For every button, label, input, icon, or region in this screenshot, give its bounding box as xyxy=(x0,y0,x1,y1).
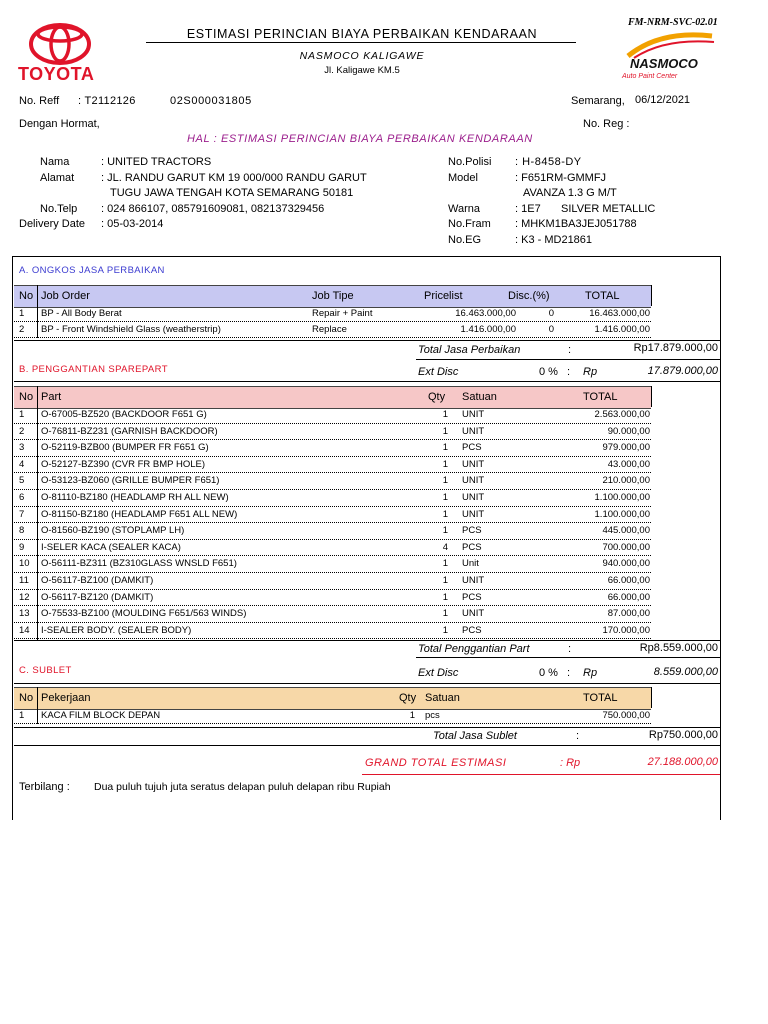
table-row-no: 2 xyxy=(19,324,25,335)
grand-total-value: 27.188.000,00 xyxy=(647,756,718,768)
table-row-satuan: PCS xyxy=(462,592,482,603)
fram-value: : MHKM1BA3JEJ051788 xyxy=(515,218,637,230)
grand-bottom-line xyxy=(362,774,720,775)
table-row-no: 4 xyxy=(19,459,25,470)
table-row-qty: 1 xyxy=(442,475,448,486)
model-value1: : F651RM-GMMFJ xyxy=(515,172,607,184)
b-head-satuan: Satuan xyxy=(462,391,497,403)
title-underline xyxy=(146,42,576,43)
table-row-satuan: UNIT xyxy=(462,509,485,520)
fram-label: No.Fram xyxy=(448,218,491,230)
section-b-title: B. PENGGANTIAN SPAREPART xyxy=(19,364,168,375)
eg-label: No.EG xyxy=(448,234,482,246)
table-row-satuan: UNIT xyxy=(462,575,485,586)
model-label: Model xyxy=(448,172,478,184)
section-c-title: C. SUBLET xyxy=(19,665,72,676)
a-head-disc: Disc.(%) xyxy=(508,290,550,302)
table-row-no: 1 xyxy=(19,409,25,420)
toyota-logo xyxy=(18,22,102,84)
no-reff-value: : T2112126 xyxy=(78,95,136,107)
row-col-divider xyxy=(37,407,38,424)
nasmoco-wordmark: NASMOCO xyxy=(630,56,698,71)
table-row-qty: 1 xyxy=(442,625,448,636)
table-row-qty: 1 xyxy=(442,459,448,470)
c-head-job: Pekerjaan xyxy=(41,692,91,704)
table-row-qty: 1 xyxy=(442,442,448,453)
a-ext-label: Ext Disc xyxy=(418,366,459,378)
table-row-total: 2.563.000,00 xyxy=(594,409,650,420)
warna-name: SILVER METALLIC xyxy=(561,203,656,215)
table-row-qty: 1 xyxy=(442,426,448,437)
table-row-total: 700.000,00 xyxy=(602,542,650,553)
table-row-total: 1.100.000,00 xyxy=(594,492,650,503)
terbilang-text: Dua puluh tujuh juta seratus delapan puluh delapan ribu Rupiah xyxy=(94,781,391,793)
b-ext-value: 8.559.000,00 xyxy=(653,666,718,678)
polisi-label: No.Polisi xyxy=(448,156,492,168)
table-row-total: 750.000,00 xyxy=(602,710,650,721)
row-divider xyxy=(14,589,651,590)
table-row-job: BP - Front Windshield Glass (weatherstrip) xyxy=(41,324,221,335)
table-row-satuan: UNIT xyxy=(462,409,485,420)
table-row-no: 7 xyxy=(19,509,25,520)
warna-label: Warna xyxy=(448,203,480,215)
a-total-colon: : xyxy=(568,344,572,356)
section-a-ext-line xyxy=(416,359,720,360)
b-head-total: TOTAL xyxy=(583,391,618,403)
table-row-total: 66.000,00 xyxy=(607,575,650,586)
section-b-header xyxy=(14,386,651,409)
table-row-part: I-SEALER BODY. (SEALER BODY) xyxy=(41,625,192,636)
form-code: FM-NRM-SVC-02.01 xyxy=(628,17,718,28)
row-col-divider xyxy=(37,523,38,540)
table-row-part: O-56117-BZ120 (DAMKIT) xyxy=(41,592,154,603)
row-divider xyxy=(14,522,651,523)
table-row-part: O-81560-BZ190 (STOPLAMP LH) xyxy=(41,525,185,536)
table-row-qty: 1 xyxy=(442,525,448,536)
row-col-divider xyxy=(37,556,38,573)
row-col-divider xyxy=(37,708,38,724)
table-row-total: 66.000,00 xyxy=(607,592,650,603)
a-head-no: No xyxy=(19,290,34,302)
grand-total-label: GRAND TOTAL ESTIMASI xyxy=(365,757,507,769)
table-row-price: 16.463.000,00 xyxy=(455,308,516,319)
section-b-top-line xyxy=(14,381,720,382)
row-divider xyxy=(14,555,651,556)
table-row-job: BP - All Body Berat xyxy=(41,308,122,319)
table-row-total: 90.000,00 xyxy=(607,426,650,437)
table-row-no: 11 xyxy=(19,575,29,586)
table-row-total: 979.000,00 xyxy=(602,442,650,453)
table-row-disc: 0 xyxy=(548,324,554,335)
table-row-satuan: PCS xyxy=(462,442,482,453)
table-row-tipe: Repair + Paint xyxy=(312,308,373,319)
a-total-label: Total Jasa Perbaikan xyxy=(418,344,521,356)
table-row-part: O-56111-BZ311 (BZ310GLASS WNSLD F651) xyxy=(41,558,237,569)
c-head-qty: Qty xyxy=(399,692,417,704)
table-row-no: 1 xyxy=(19,308,25,319)
table-row-qty: 1 xyxy=(442,558,448,569)
table-row-qty: 1 xyxy=(442,409,448,420)
dealer-name: NASMOCO KALIGAWE xyxy=(299,50,425,62)
a-ext-pct: 0 % xyxy=(539,366,558,378)
table-row-total: 210.000,00 xyxy=(602,475,650,486)
table-row-part: O-52119-BZB00 (BUMPER FR F651 G) xyxy=(41,442,209,453)
row-divider xyxy=(14,539,651,540)
table-row-total: 170.000,00 xyxy=(602,625,650,636)
polisi-value: : H-8458-DY xyxy=(515,156,582,168)
telp-label: No.Telp xyxy=(40,203,78,215)
section-a-col-divider xyxy=(37,285,38,306)
alamat-line1: : JL. RANDU GARUT KM 19 000/000 RANDU GARUT xyxy=(101,172,367,184)
table-row-part: O-81110-BZ180 (HEADLAMP RH ALL NEW) xyxy=(41,492,229,503)
b-head-qty: Qty xyxy=(428,391,446,403)
toyota-wordmark: TOYOTA xyxy=(18,64,95,84)
section-c-col-divider xyxy=(37,687,38,708)
eg-value: : K3 - MD21861 xyxy=(515,234,593,246)
alamat-label: Alamat xyxy=(40,172,75,184)
table-row-satuan: PCS xyxy=(462,525,482,536)
table-row-satuan: UNIT xyxy=(462,492,485,503)
place-label: Semarang, xyxy=(571,95,625,107)
b-total-colon: : xyxy=(568,643,572,655)
table-row-qty: 1 xyxy=(442,592,448,603)
b-head-part: Part xyxy=(41,391,62,403)
greeting: Dengan Hormat, xyxy=(19,118,100,130)
table-row-qty: 4 xyxy=(442,542,448,553)
table-row-no: 9 xyxy=(19,542,25,553)
row-divider xyxy=(14,638,651,639)
a-ext-value: 17.879.000,00 xyxy=(647,365,718,377)
table-row-part: O-53123-BZ060 (GRILLE BUMPER F651) xyxy=(41,475,220,486)
table-row-qty: 1 xyxy=(442,492,448,503)
c-head-no: No xyxy=(19,692,34,704)
table-row-disc: 0 xyxy=(548,308,554,319)
c-total-colon: : xyxy=(576,730,580,742)
b-ext-label: Ext Disc xyxy=(418,667,459,679)
table-row-part: O-52127-BZ390 (CVR FR BMP HOLE) xyxy=(41,459,206,470)
c-total-value: Rp750.000,00 xyxy=(648,729,718,741)
row-divider xyxy=(14,622,651,623)
warna-code: : 1E7 xyxy=(515,203,541,215)
a-head-price: Pricelist xyxy=(424,290,463,302)
table-row-tipe: Replace xyxy=(312,324,347,335)
row-divider xyxy=(14,572,651,573)
row-col-divider xyxy=(37,322,38,338)
row-col-divider xyxy=(37,606,38,623)
b-head-no: No xyxy=(19,391,34,403)
section-b-total-line xyxy=(14,640,720,641)
table-row-satuan: PCS xyxy=(462,542,482,553)
row-divider xyxy=(14,723,651,724)
table-row-job: KACA FILM BLOCK DEPAN xyxy=(41,710,161,721)
table-row-qty: 1 xyxy=(442,608,448,619)
table-row-satuan: UNIT xyxy=(462,475,485,486)
model-value2: AVANZA 1.3 G M/T xyxy=(523,187,617,199)
b-ext-pct: 0 % xyxy=(539,667,558,679)
delivery-label: Delivery Date xyxy=(19,218,86,230)
table-row-price: 1.416.000,00 xyxy=(460,324,516,335)
a-ext-rp: Rp xyxy=(583,366,598,378)
section-c-total-line xyxy=(14,727,720,728)
a-total-value: Rp17.879.000,00 xyxy=(633,342,718,354)
no-reg: No. Reg : xyxy=(583,118,630,130)
table-row-part: I-SELER KACA (SEALER KACA) xyxy=(41,542,181,553)
document-date: 06/12/2021 xyxy=(635,94,691,106)
table-row-qty: 1 xyxy=(442,575,448,586)
table-row-part: O-56117-BZ100 (DAMKIT) xyxy=(41,575,154,586)
section-a-total-line xyxy=(14,340,720,341)
b-total-label: Total Penggantian Part xyxy=(418,643,530,655)
document-title: ESTIMASI PERINCIAN BIAYA PERBAIKAN KENDARAAN xyxy=(186,27,538,41)
a-ext-colon: : xyxy=(567,366,571,378)
table-row-satuan: UNIT xyxy=(462,608,485,619)
nasmoco-logo xyxy=(620,30,720,82)
table-row-no: 6 xyxy=(19,492,25,503)
nama-value: : UNITED TRACTORS xyxy=(101,156,212,168)
b-ext-rp: Rp xyxy=(583,667,598,679)
table-row-satuan: Unit xyxy=(462,558,479,569)
table-row-no: 1 xyxy=(19,710,25,721)
frame-top xyxy=(12,256,720,257)
subject-line: HAL : ESTIMASI PERINCIAN BIAYA PERBAIKAN KENDARAAN xyxy=(187,133,533,145)
table-row-satuan: pcs xyxy=(425,710,440,721)
section-b-ext-line xyxy=(416,657,720,658)
table-row-total: 87.000,00 xyxy=(607,608,650,619)
dealer-address: Jl. Kaligawe KM.5 xyxy=(324,65,400,76)
row-divider xyxy=(14,472,651,473)
section-a-header-end xyxy=(651,285,652,306)
row-col-divider xyxy=(37,440,38,457)
terbilang-label: Terbilang : xyxy=(19,781,70,793)
row-divider xyxy=(14,489,651,490)
alamat-line2: TUGU JAWA TENGAH KOTA SEMARANG 50181 xyxy=(110,187,354,199)
table-row-total: 445.000,00 xyxy=(602,525,650,536)
c-total-label: Total Jasa Sublet xyxy=(433,730,517,742)
table-row-no: 2 xyxy=(19,426,25,437)
table-row-satuan: UNIT xyxy=(462,426,485,437)
table-row-no: 8 xyxy=(19,525,25,536)
no-reff-code: 02S000031805 xyxy=(170,95,252,107)
section-c-top-line xyxy=(14,683,720,684)
row-col-divider xyxy=(37,573,38,590)
table-row-no: 10 xyxy=(19,558,30,569)
row-divider xyxy=(14,456,651,457)
table-row-part: O-76811-BZ231 (GARNISH BACKDOOR) xyxy=(41,426,218,437)
section-c-header xyxy=(14,687,651,710)
frame-left xyxy=(12,256,13,820)
row-divider xyxy=(14,321,651,322)
row-col-divider xyxy=(37,473,38,490)
section-b-header-end xyxy=(651,386,652,407)
table-row-total: 940.000,00 xyxy=(602,558,650,569)
row-col-divider xyxy=(37,306,38,322)
table-row-total: 1.100.000,00 xyxy=(594,509,650,520)
section-b-col-divider xyxy=(37,386,38,407)
table-row-no: 5 xyxy=(19,475,25,486)
c-head-satuan: Satuan xyxy=(425,692,460,704)
nasmoco-tagline: Auto Paint Center xyxy=(622,73,678,80)
delivery-value: : 05-03-2014 xyxy=(101,218,164,230)
row-divider xyxy=(14,605,651,606)
table-row-part: O-75533-BZ100 (MOULDING F651/563 WINDS) xyxy=(41,608,247,619)
table-row-total: 43.000,00 xyxy=(607,459,650,470)
table-row-qty: 1 xyxy=(442,509,448,520)
grand-top-line xyxy=(14,745,720,746)
table-row-no: 13 xyxy=(19,608,30,619)
table-row-satuan: UNIT xyxy=(462,459,485,470)
table-row-satuan: PCS xyxy=(462,625,482,636)
row-col-divider xyxy=(37,490,38,507)
no-reff-label: No. Reff xyxy=(19,95,60,107)
telp-value: : 024 866107, 085791609081, 082137329456 xyxy=(101,203,325,215)
table-row-total: 1.416.000,00 xyxy=(594,324,650,335)
row-divider xyxy=(14,423,651,424)
table-row-total: 16.463.000,00 xyxy=(589,308,650,319)
b-total-value: Rp8.559.000,00 xyxy=(639,642,718,654)
row-divider xyxy=(14,506,651,507)
table-row-part: O-67005-BZ520 (BACKDOOR F651 G) xyxy=(41,409,207,420)
table-row-qty: 1 xyxy=(409,710,415,721)
section-c-header-end xyxy=(651,687,652,708)
section-a-title: A. ONGKOS JASA PERBAIKAN xyxy=(19,265,165,276)
grand-total-colon: : Rp xyxy=(560,757,581,769)
nama-label: Nama xyxy=(40,156,70,168)
a-head-tipe: Job Tipe xyxy=(312,290,354,302)
table-row-no: 14 xyxy=(19,625,30,636)
frame-right xyxy=(720,256,721,820)
b-ext-colon: : xyxy=(567,667,571,679)
row-divider xyxy=(14,439,651,440)
toyota-emblem-icon xyxy=(22,22,102,66)
table-row-part: O-81150-BZ180 (HEADLAMP F651 ALL NEW) xyxy=(41,509,238,520)
a-head-total: TOTAL xyxy=(585,290,620,302)
c-head-total: TOTAL xyxy=(583,692,618,704)
table-row-no: 3 xyxy=(19,442,25,453)
row-divider xyxy=(14,337,651,338)
table-row-no: 12 xyxy=(19,592,30,603)
a-head-job: Job Order xyxy=(41,290,90,302)
